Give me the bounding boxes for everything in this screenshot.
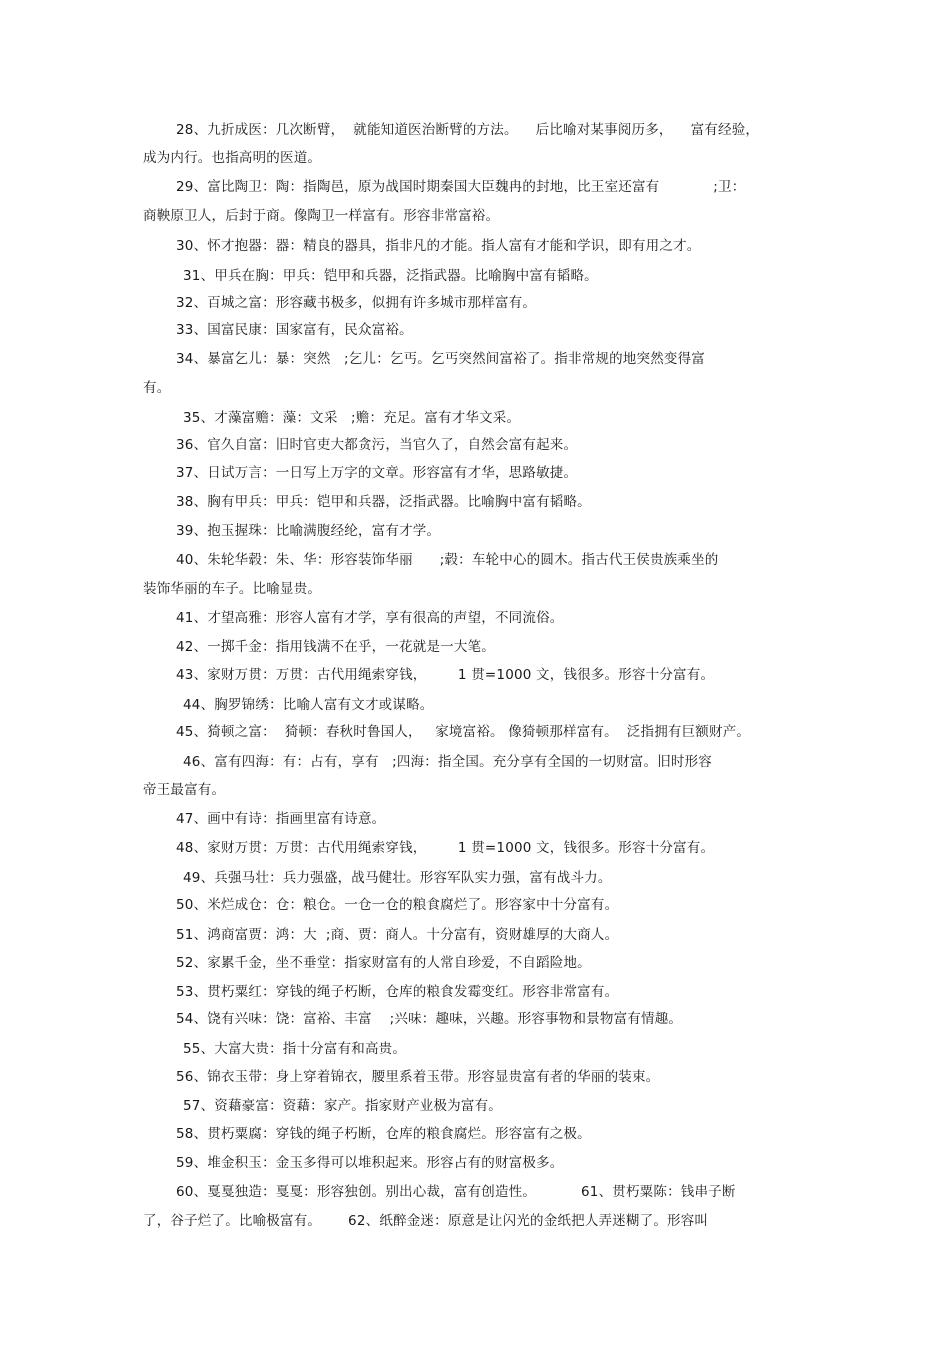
- text-line: 帝王最富有。: [143, 782, 226, 798]
- text-line: 39、抱玉握珠：比喻满腹经纶，富有才学。: [176, 523, 441, 539]
- text-line: 38、胸有甲兵：甲兵：铠甲和兵器，泛指武器。比喻胸中富有韬略。: [176, 494, 591, 510]
- text-line: 31、甲兵在胸：甲兵：铠甲和兵器，泛指武器。比喻胸中富有韬略。: [183, 268, 598, 284]
- text-line: 44、胸罗锦绣：比喻人富有文才或谋略。: [183, 697, 434, 713]
- text-line: 成为内行。也指高明的医道。: [143, 150, 322, 166]
- text-line: 35、才藻富赡：藻：文采 ;赡：充足。富有才华文采。: [183, 410, 521, 426]
- text-line: 59、堆金积玉：金玉多得可以堆积起来。形容占有的财富极多。: [176, 1155, 564, 1171]
- text-line: 商鞅原卫人，后封于商。像陶卫一样富有。形容非常富裕。: [143, 208, 500, 224]
- text-line: 装饰华丽的车子。比喻显贵。: [143, 581, 322, 597]
- text-line: 37、日试万言：一日写上万字的文章。形容富有才华，思路敏捷。: [176, 465, 578, 481]
- text-line: 57、资藉豪富：资藉：家产。指家财产业极为富有。: [183, 1098, 502, 1114]
- text-line: 51、鸿商富贾：鸿：大 ;商、贾：商人。十分富有，资财雄厚的大商人。: [176, 927, 619, 943]
- text-line: 41、才望高雅：形容人富有才学，享有很高的声望，不同流俗。: [176, 610, 564, 626]
- text-line: 有。: [143, 380, 171, 396]
- text-line: 49、兵强马壮：兵力强盛，战马健壮。形容军队实力强，富有战斗力。: [183, 870, 612, 886]
- text-line: 58、贯朽粟腐：穿钱的绳子朽断，仓库的粮食腐烂。形容富有之极。: [176, 1126, 591, 1142]
- text-line: 47、画中有诗：指画里富有诗意。: [176, 811, 386, 827]
- text-line: 32、百城之富：形容藏书极多，似拥有许多城市那样富有。: [176, 295, 537, 311]
- text-line: 28、九折成医：几次断臂， 就能知道医治断臂的方法。 后比喻对某事阅历多， 富有经验，: [176, 122, 760, 138]
- text-line: 56、锦衣玉带：身上穿着锦衣，腰里系着玉带。形容显贵富有者的华丽的装束。: [176, 1069, 660, 1085]
- text-line: 30、怀才抱器：器：精良的器具，指非凡的才能。指人富有才能和学识，即有用之才。: [176, 238, 701, 254]
- text-line: 29、富比陶卫：陶：指陶邑，原为战国时期秦国大臣魏冉的封地，比王室还富有 ;卫：: [176, 179, 746, 195]
- text-line: 33、国富民康：国家富有，民众富裕。: [176, 322, 413, 338]
- text-line: 42、一掷千金：指用钱满不在乎，一花就是一大笔。: [176, 639, 495, 655]
- text-line: 了，谷子烂了。比喻极富有。 62、纸醉金迷：原意是让闪光的金纸把人弄迷糊了。形容叫: [143, 1213, 709, 1229]
- text-line: 60、戛戛独造：戛戛：形容独创。别出心裁，富有创造性。 61、贯朽粟陈：钱串子断: [176, 1184, 736, 1200]
- text-line: 53、贯朽粟红：穿钱的绳子朽断，仓库的粮食发霉变红。形容非常富有。: [176, 984, 619, 1000]
- text-line: 55、大富大贵：指十分富有和高贵。: [183, 1041, 407, 1057]
- text-line: 36、官久自富：旧时官吏大都贪污，当官久了，自然会富有起来。: [176, 437, 578, 453]
- text-line: 45、猗顿之富： 猗顿：春秋时鲁国人， 家境富裕。 像猗顿那样富有。 泛指拥有巨额财产。: [176, 724, 751, 740]
- text-line: 40、朱轮华毂：朱、华：形容装饰华丽 ;毂：车轮中心的圆木。指古代王侯贵族乘坐的: [176, 552, 719, 568]
- text-line: 46、富有四海：有：占有，享有 ;四海：指全国。充分享有全国的一切财富。旧时形容: [183, 754, 712, 770]
- text-line: 34、暴富乞儿：暴：突然 ;乞儿：乞丐。乞丐突然间富裕了。指非常规的地突然变得富: [176, 351, 705, 367]
- text-line: 50、米烂成仓：仓：粮仓。一仓一仓的粮食腐烂了。形容家中十分富有。: [176, 897, 619, 913]
- text-line: 43、家财万贯：万贯：古代用绳索穿钱， 1 贯=1000 文，钱很多。形容十分富有。: [176, 667, 715, 683]
- text-line: 48、家财万贯：万贯：古代用绳索穿钱， 1 贯=1000 文，钱很多。形容十分富有。: [176, 840, 715, 856]
- text-line: 54、饶有兴味：饶：富裕、丰富 ;兴味：趣味，兴趣。形容事物和景物富有情趣。: [176, 1011, 683, 1027]
- text-line: 52、家累千金，坐不垂堂：指家财富有的人常自珍爱，不自蹈险地。: [176, 955, 591, 971]
